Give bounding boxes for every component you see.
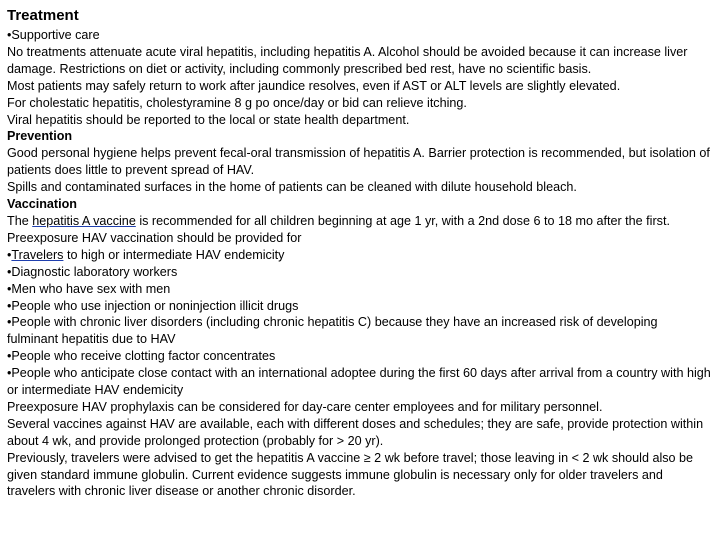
men-bullet: •Men who have sex with men [7, 281, 171, 296]
hygiene-paragraph: Good personal hygiene helps prevent fecal-oral transmission of hepatitis A. Barrier protection is recommended, but isolation of patients does little to prevent spread of HAV. [7, 146, 710, 178]
vaccination-heading: Vaccination [7, 197, 77, 212]
travel-advice-paragraph: Previously, travelers were advised to get the hepatitis A vaccine ≥ 2 wk before travel; those leaving in < 2 wk should also be given standard immune globulin. Current evidence suggests immune globulin is necessary only for older travelers and travelers with chronic liver disease or another chronic disorder. [7, 450, 694, 499]
drug-users-bullet: •People who use injection or noninjection illicit drugs [7, 298, 299, 313]
prevention-heading: Prevention [7, 129, 73, 144]
reporting-paragraph: Viral hepatitis should be reported to the local or state health department. [7, 112, 410, 127]
cholestatic-paragraph: For cholestatic hepatitis, cholestyramine 8 g po once/day or bid can relieve itching. [7, 95, 467, 110]
spills-paragraph: Spills and contaminated surfaces in the home of patients can be cleaned with dilute household bleach. [7, 180, 577, 195]
no-treatments-paragraph: No treatments attenuate acute viral hepatitis, including hepatitis A. Alcohol should be avoided because it can increase liver damage. Restrictions on diet or activity, including commonly prescribed bed rest, have no scientific basis. [7, 44, 688, 76]
vaccine-intro-paragraph [7, 213, 712, 230]
travelers-link[interactable]: Travelers [11, 247, 64, 262]
travelers-bullet [7, 247, 712, 264]
clotting-factor-bullet: •People who receive clotting factor concentrates [7, 349, 276, 364]
adoptee-bullet: •People who anticipate close contact with an international adoptee during the first 60 days after arrival from a country with high or intermediate HAV endemicity [7, 366, 711, 398]
vaccines-available-paragraph: Several vaccines against HAV are available, each with different doses and schedules; they are safe, provide protection within about 4 wk, and provide prolonged protection (probably for > 20 yr). [7, 416, 704, 448]
liver-disorders-bullet: •People with chronic liver disorders (including chronic hepatitis C) because they have an increased risk of developing fulminant hepatitis due to HAV [7, 315, 658, 347]
preexposure-paragraph: Preexposure HAV vaccination should be provided for [7, 230, 302, 245]
vaccine-intro-suffix: is recommended for all children beginning at age 1 yr, with a 2nd dose 6 to 18 mo after the first. [135, 213, 670, 228]
prophylaxis-paragraph: Preexposure HAV prophylaxis can be considered for day-care center employees and for military personnel. [7, 399, 603, 414]
bullet-marker: • [7, 247, 12, 262]
hepatitis-a-vaccine-link[interactable]: hepatitis A vaccine [32, 213, 136, 228]
page-title: Treatment [7, 7, 79, 24]
diagnostic-workers-bullet: •Diagnostic laboratory workers [7, 264, 178, 279]
supportive-care-bullet: •Supportive care [7, 28, 100, 42]
travelers-suffix: to high or intermediate HAV endemicity [63, 247, 285, 262]
vaccine-intro-prefix: The [7, 213, 33, 228]
return-to-work-paragraph: Most patients may safely return to work after jaundice resolves, even if AST or ALT levels are slightly elevated. [7, 78, 621, 93]
